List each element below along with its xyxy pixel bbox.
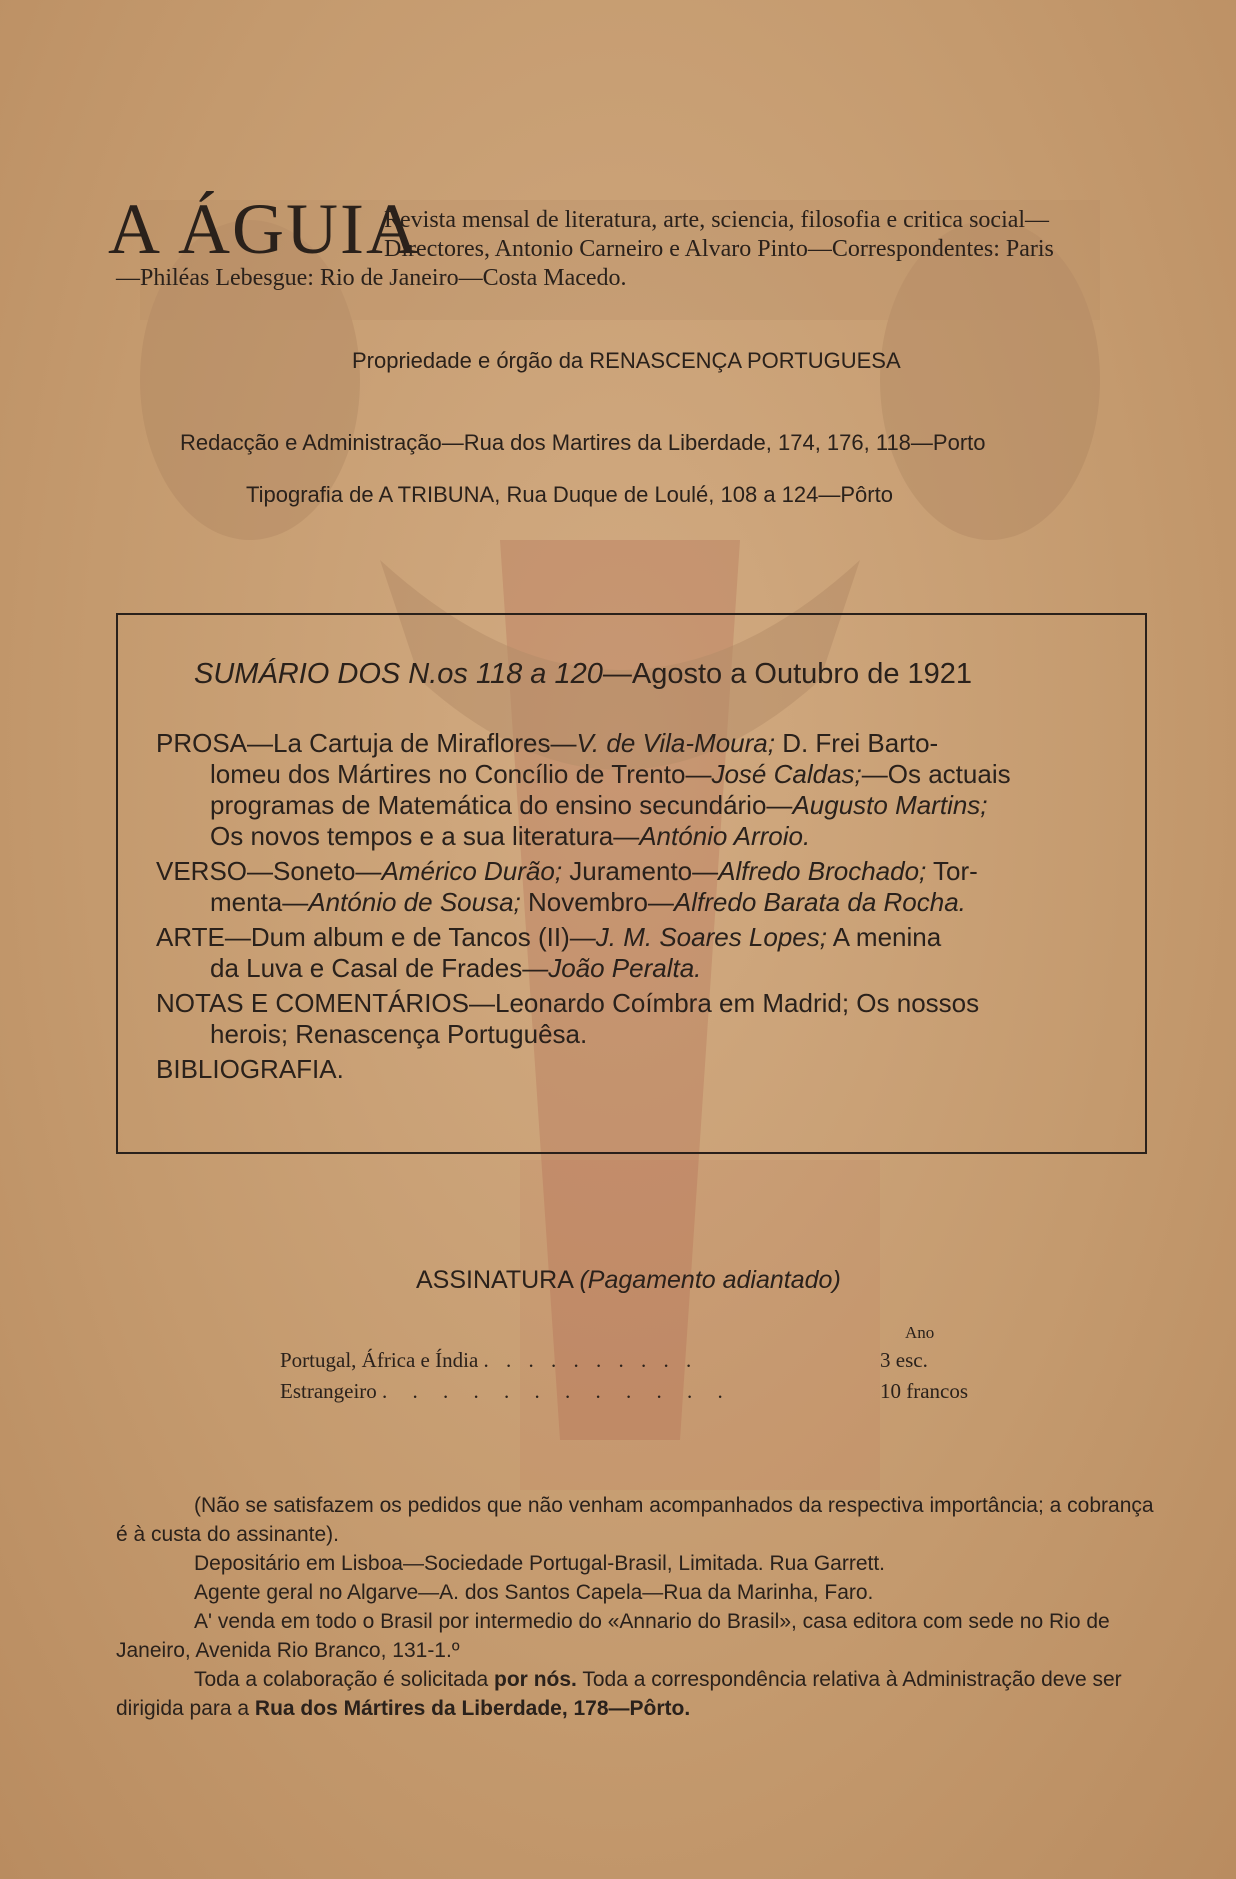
property-line: Propriedade e órgão da RENASCENÇA PORTUGUESA xyxy=(352,348,901,373)
summary-arte: ARTE—Dum album e de Tancos (II)—J. M. Soares Lopes; A menina da Luva e Casal de Frades—João Peralta. xyxy=(156,922,942,983)
redaction-line: Redacção e Administração—Rua dos Martires da Liberdade, 174, 176, 118—Porto xyxy=(180,430,986,455)
masthead-line-2: Directores, Antonio Carneiro e Alvaro Pinto—Correspondentes: Paris xyxy=(384,236,1054,262)
note-algarve-agent: Agente geral no Algarve—A. dos Santos Capela—Rua da Marinha, Faro. xyxy=(194,1581,874,1604)
note-collaboration: Toda a colaboração é solicitada por nós. Toda a correspondência relativa à Administração deve ser dirigida para a Rua dos Mártires da Liberdade, 178—Pôrto. xyxy=(116,1668,1122,1720)
summary-title: SUMÁRIO DOS N.os 118 a 120—Agosto a Outubro de 1921 xyxy=(194,658,973,690)
stamp-mark xyxy=(520,1160,880,1490)
summary-notas: NOTAS E COMENTÁRIOS—Leonardo Coímbra em Madrid; Os nossos herois; Renascença Portuguêsa. xyxy=(156,988,980,1049)
note-depositary: Depositário em Lisboa—Sociedade Portugal-Brasil, Limitada. Rua Garrett. xyxy=(194,1552,886,1575)
year-label: Ano xyxy=(905,1323,935,1342)
summary-bibliografia: BIBLIOGRAFIA. xyxy=(156,1054,344,1084)
bottom-notes xyxy=(116,1491,1156,1723)
summary-verso: VERSO—Soneto—Américo Durão; Juramento—Alfredo Brochado; Tor- menta—António de Sousa; Novembro—Alfredo Barata da Rocha. xyxy=(156,856,978,917)
note-brazil-sales: A' venda em todo o Brasil por intermedio do «Annario do Brasil», casa editora com sede no Rio de Janeiro, Avenida Rio Branco, 131-1.º xyxy=(116,1610,1110,1662)
masthead-line-3: —Philéas Lebesgue: Rio de Janeiro—Costa Macedo. xyxy=(116,265,627,291)
price-foreign: 10 francos xyxy=(880,1379,969,1403)
price-row-foreign: Estrangeiro . . . . . . . . . . . . xyxy=(280,1379,733,1403)
subscription-heading: ASSINATURA (Pagamento adiantado) xyxy=(416,1266,841,1294)
price-portugal: 3 esc. xyxy=(880,1348,928,1372)
masthead-line-1: Revista mensal de literatura, arte, sciencia, filosofia e critica social— xyxy=(384,207,1050,233)
price-row-portugal: Portugal, África e Índia . . . . . . . . . . xyxy=(280,1348,698,1372)
summary-prosa: PROSA—La Cartuja de Miraflores—V. de Vila-Moura; D. Frei Barto- lomeu dos Mártires no Concílio de Trento—José Caldas;—Os actuais programas de Matemática do ensino secundário—Augusto Martins; Os novos tempos e a sua literatura—António Arroio. xyxy=(156,728,1011,851)
typography-line: Tipografia de A TRIBUNA, Rua Duque de Loulé, 108 a 124—Pôrto xyxy=(246,482,893,507)
magazine-title: A ÁGUIA xyxy=(108,189,420,269)
note-payment: (Não se satisfazem os pedidos que não venham acompanhados da respectiva importância; a cobrança é à custa do assinante). xyxy=(116,1494,1154,1546)
